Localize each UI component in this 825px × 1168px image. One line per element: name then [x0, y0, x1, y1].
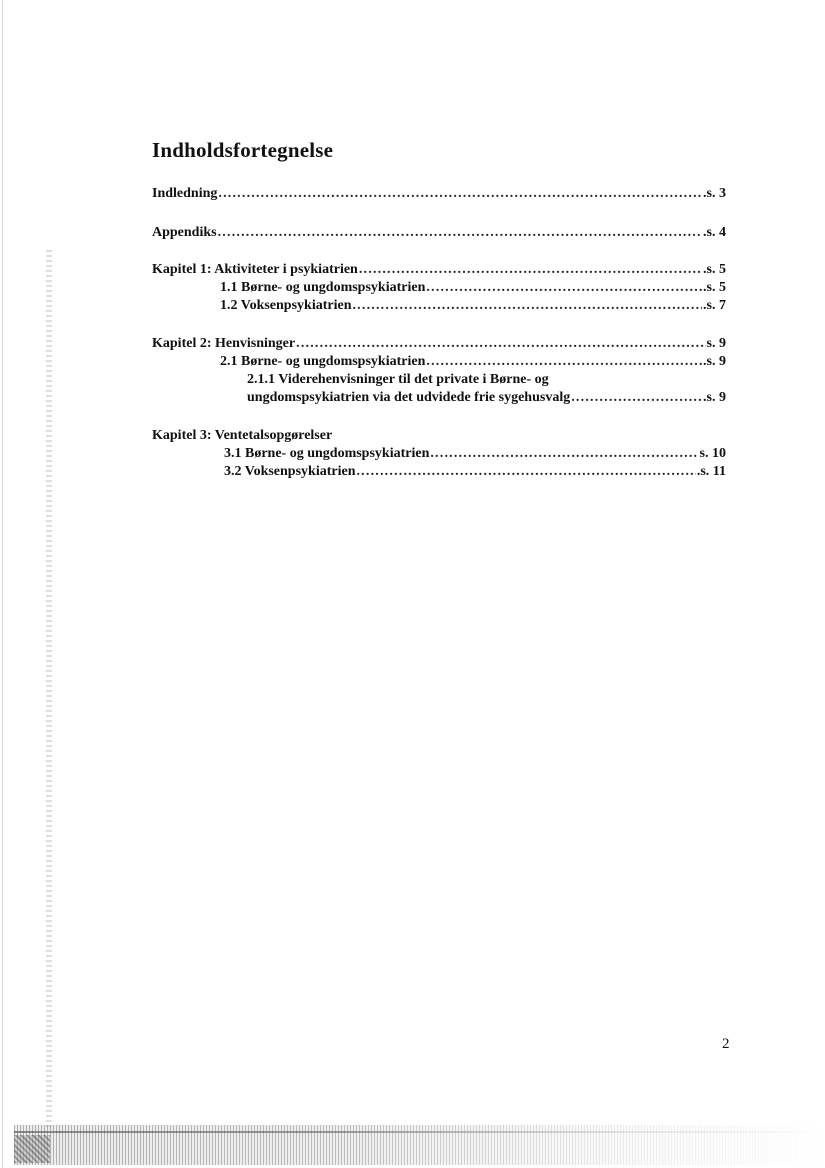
- toc-entry-kapitel-3[interactable]: Kapitel 3: Ventetalsopgørelser: [152, 428, 333, 443]
- toc-entry-page: s. 10: [699, 446, 726, 461]
- toc-entry-indledning[interactable]: [152, 186, 726, 204]
- toc-entry-label: Kapitel 2: Henvisninger: [152, 336, 296, 351]
- scan-edge-noise: [46, 250, 52, 1130]
- toc-entry-label: 1.1 Børne- og ungdomspsykiatrien: [220, 280, 426, 295]
- toc-entry-page: .s. 5: [703, 262, 726, 277]
- toc-entry-label: ungdomspsykiatrien via det udvidede frie sygehusvalg: [247, 390, 571, 405]
- toc-entry-3-2[interactable]: [224, 464, 726, 482]
- toc-dot-leader: [218, 225, 702, 241]
- toc-entry-page: .s. 9: [703, 390, 726, 405]
- toc-dot-leader: [359, 262, 702, 278]
- toc-dot-leader: [296, 336, 705, 352]
- toc-dot-leader: [571, 390, 702, 406]
- toc-entry-label: 3.2 Voksenpsykiatrien: [224, 464, 356, 479]
- toc-dot-leader: [218, 186, 702, 202]
- toc-entry-2-1[interactable]: [220, 354, 726, 372]
- toc-entry-page: .s. 11: [696, 464, 726, 479]
- toc-entry-2-1-1-line-1[interactable]: 2.1.1 Viderehenvisninger til det private i Børne- og: [247, 372, 549, 387]
- scan-bottom-band: [14, 1125, 825, 1165]
- toc-entry-page: .s. 5: [703, 280, 726, 295]
- toc-entry-label: Indledning: [152, 186, 218, 201]
- toc-entry-kapitel-1[interactable]: [152, 262, 726, 280]
- page-number: 2: [722, 1036, 730, 1052]
- toc-entry-label: 1.2 Voksenpsykiatrien: [220, 298, 352, 313]
- toc-entry-label: Kapitel 1: Aktiviteter i psykiatrien: [152, 262, 358, 277]
- toc-entry-1-2[interactable]: [220, 298, 726, 316]
- toc-entry-3-1[interactable]: [224, 446, 726, 464]
- toc-entry-label: Appendiks: [152, 225, 217, 240]
- toc-entry-appendiks[interactable]: [152, 225, 726, 243]
- toc-dot-leader: [426, 354, 702, 370]
- page-title: Indholdsfortegnelse: [152, 138, 334, 162]
- toc-entry-2-1-1[interactable]: [247, 390, 726, 408]
- toc-entry-page: .s. 7: [703, 298, 726, 313]
- toc-dot-leader: [356, 464, 695, 480]
- toc-entry-page: s. 9: [706, 336, 726, 351]
- toc-entry-page: .s. 9: [703, 354, 726, 369]
- toc-entry-label: 2.1 Børne- og ungdomspsykiatrien: [220, 354, 426, 369]
- toc-entry-label: 3.1 Børne- og ungdomspsykiatrien: [224, 446, 430, 461]
- toc-entry-page: .s. 4: [703, 225, 726, 240]
- toc-entry-page: .s. 3: [703, 186, 726, 201]
- scan-bottom-corner: [14, 1135, 50, 1163]
- toc-entry-kapitel-2[interactable]: [152, 336, 726, 354]
- toc-dot-leader: [352, 298, 702, 314]
- scan-edge-line: [2, 0, 3, 1168]
- toc-dot-leader: [426, 280, 702, 296]
- toc-entry-1-1[interactable]: [220, 280, 726, 298]
- toc-dot-leader: [430, 446, 698, 462]
